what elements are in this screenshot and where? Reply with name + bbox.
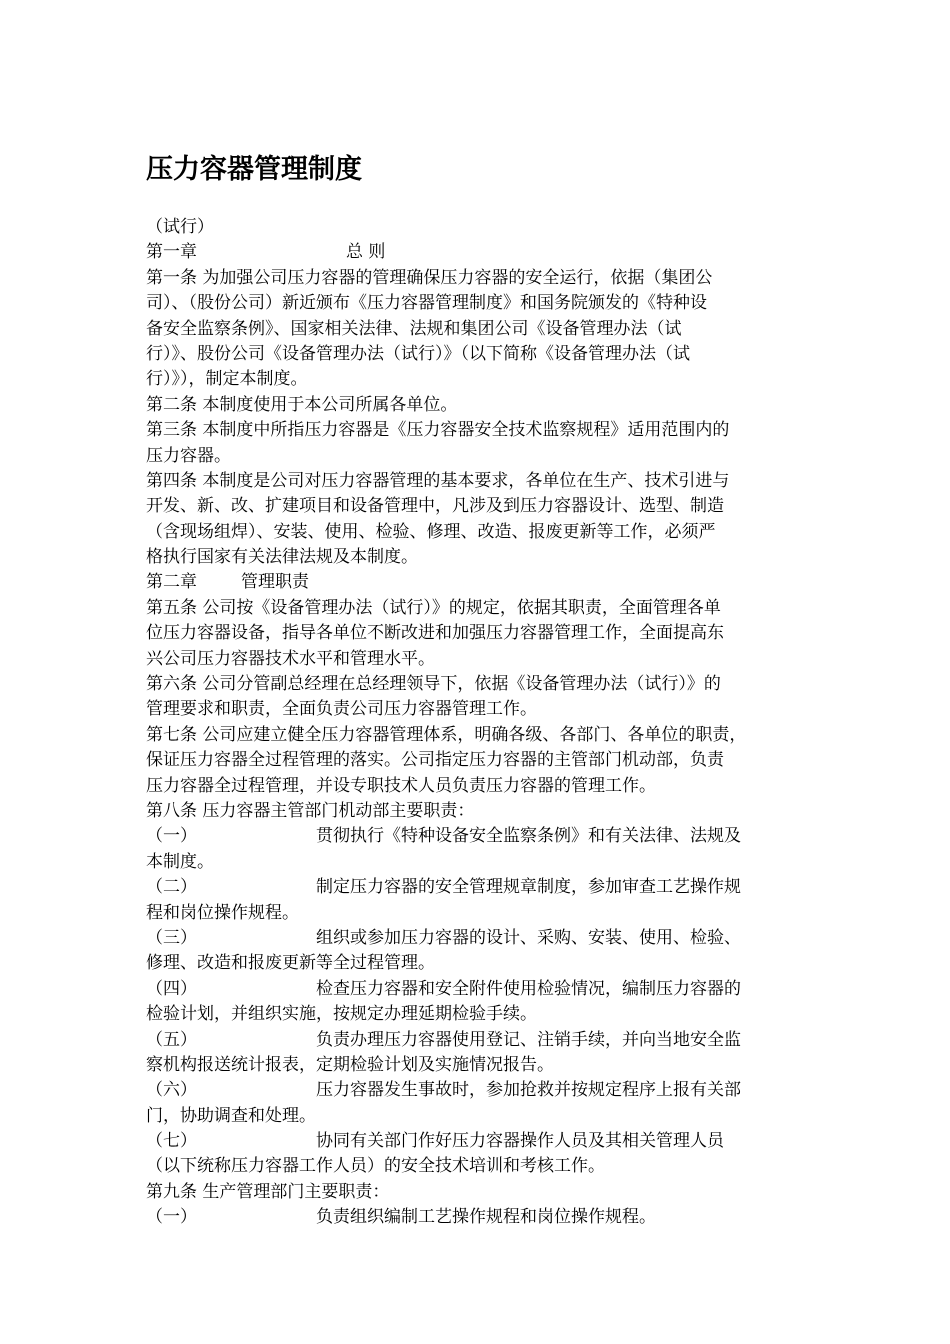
list-item-label: （二） bbox=[146, 877, 197, 898]
list-item-label: （六） bbox=[146, 1080, 197, 1101]
paragraph-line: （含现场组焊）、安装、使用、检验、修理、改造、报废更新等工作，必须严 bbox=[146, 521, 716, 542]
paragraph-line: （以下统称压力容器工作人员）的安全技术培训和考核工作。 bbox=[146, 1156, 605, 1177]
document-body bbox=[146, 215, 816, 1231]
paragraph-line: 第六条 公司分管副总经理在总经理领导下，依据《设备管理办法（试行）》的 bbox=[146, 674, 721, 695]
list-item-text: 负责组织编制工艺操作规程和岗位操作规程。 bbox=[316, 1207, 656, 1228]
paragraph-line: 第五条 公司按《设备管理办法（试行）》的规定，依据其职责，全面管理各单 bbox=[146, 597, 721, 618]
list-item-text: 制定压力容器的安全管理规章制度，参加审查工艺操作规 bbox=[316, 877, 741, 898]
chapter-title: 总 则 bbox=[346, 242, 386, 263]
list-item-label: （三） bbox=[146, 927, 197, 948]
paragraph-line: 门，协助调查和处理。 bbox=[146, 1105, 316, 1126]
chapter-label: 第一章 bbox=[146, 242, 197, 263]
paragraph-line: 压力容器全过程管理，并设专职技术人员负责压力容器的管理工作。 bbox=[146, 775, 656, 796]
paragraph-line: 程和岗位操作规程。 bbox=[146, 902, 299, 923]
paragraph-line: 管理要求和职责，全面负责公司压力容器管理工作。 bbox=[146, 699, 537, 720]
paragraph-line: 压力容器。 bbox=[146, 445, 231, 466]
list-item-label: （四） bbox=[146, 978, 197, 999]
list-item bbox=[146, 1078, 816, 1103]
chapter-heading bbox=[146, 570, 816, 595]
paragraph-line: 保证压力容器全过程管理的落实。公司指定压力容器的主管部门机动部，负责 bbox=[146, 750, 724, 771]
list-item-text: 贯彻执行《特种设备安全监察条例》和有关法律、法规及 bbox=[316, 826, 741, 847]
list-item bbox=[146, 1205, 816, 1230]
list-item-label: （七） bbox=[146, 1131, 197, 1152]
list-item bbox=[146, 1129, 816, 1154]
paragraph-line: 行）》），制定本制度。 bbox=[146, 369, 308, 390]
document-title: 压力容器管理制度 bbox=[146, 154, 362, 185]
chapter-heading bbox=[146, 240, 816, 265]
list-item bbox=[146, 875, 816, 900]
paragraph-line: 备安全监察条例》、国家相关法律、法规和集团公司《设备管理办法（试 bbox=[146, 318, 682, 339]
paragraph-line: 第八条 压力容器主管部门机动部主要职责： bbox=[146, 800, 475, 821]
paragraph-line: 察机构报送统计报表，定期检验计划及实施情况报告。 bbox=[146, 1054, 554, 1075]
list-item-text: 负责办理压力容器使用登记、注销手续，并向当地安全监 bbox=[316, 1029, 741, 1050]
paragraph-line: 修理、改造和报废更新等全过程管理。 bbox=[146, 953, 435, 974]
paragraph-line: 位压力容器设备，指导各单位不断改进和加强压力容器管理工作，全面提高东 bbox=[146, 623, 724, 644]
paragraph-line: 本制度。 bbox=[146, 851, 214, 872]
list-item-text: 组织或参加压力容器的设计、采购、安装、使用、检验、 bbox=[316, 927, 741, 948]
paragraph-line: 开发、新、改、扩建项目和设备管理中，凡涉及到压力容器设计、选型、制造 bbox=[146, 496, 724, 517]
paragraph-line: 第二条 本制度使用于本公司所属各单位。 bbox=[146, 394, 458, 415]
list-item-text: 压力容器发生事故时，参加抢救并按规定程序上报有关部 bbox=[316, 1080, 741, 1101]
paragraph-line: 第三条 本制度中所指压力容器是《压力容器安全技术监察规程》适用范围内的 bbox=[146, 420, 730, 441]
paragraph-line: 第九条 生产管理部门主要职责： bbox=[146, 1181, 390, 1202]
list-item bbox=[146, 824, 816, 849]
paragraph-line: 第一条 为加强公司压力容器的管理确保压力容器的安全运行，依据（集团公 bbox=[146, 267, 713, 288]
paragraph-line: 兴公司压力容器技术水平和管理水平。 bbox=[146, 648, 435, 669]
paragraph-line: 司）、（股份公司）新近颁布《压力容器管理制度》和国务院颁发的《特种设 bbox=[146, 293, 707, 314]
chapter-title: 管理职责 bbox=[241, 572, 309, 593]
list-item-text: 检查压力容器和安全附件使用检验情况，编制压力容器的 bbox=[316, 978, 741, 999]
paragraph-line: 第四条 本制度是公司对压力容器管理的基本要求，各单位在生产、技术引进与 bbox=[146, 470, 730, 491]
list-item bbox=[146, 977, 816, 1002]
paragraph-line: 格执行国家有关法律法规及本制度。 bbox=[146, 547, 418, 568]
chapter-label: 第二章 bbox=[146, 572, 197, 593]
list-item-text: 协同有关部门作好压力容器操作人员及其相关管理人员 bbox=[316, 1131, 724, 1152]
list-item-label: （五） bbox=[146, 1029, 197, 1050]
list-item bbox=[146, 1028, 816, 1053]
paragraph-line: 检验计划，并组织实施，按规定办理延期检验手续。 bbox=[146, 1004, 537, 1025]
list-item-label: （一） bbox=[146, 1207, 197, 1228]
list-item-label: （一） bbox=[146, 826, 197, 847]
list-item bbox=[146, 926, 816, 951]
paragraph-line: 行）》、股份公司《设备管理办法（试行）》（以下简称《设备管理办法（试 bbox=[146, 343, 690, 364]
paragraph-line: 第七条 公司应建立健全压力容器管理体系，明确各级、各部门、各单位的职责， bbox=[146, 724, 747, 745]
paragraph-line: （试行） bbox=[146, 217, 214, 237]
